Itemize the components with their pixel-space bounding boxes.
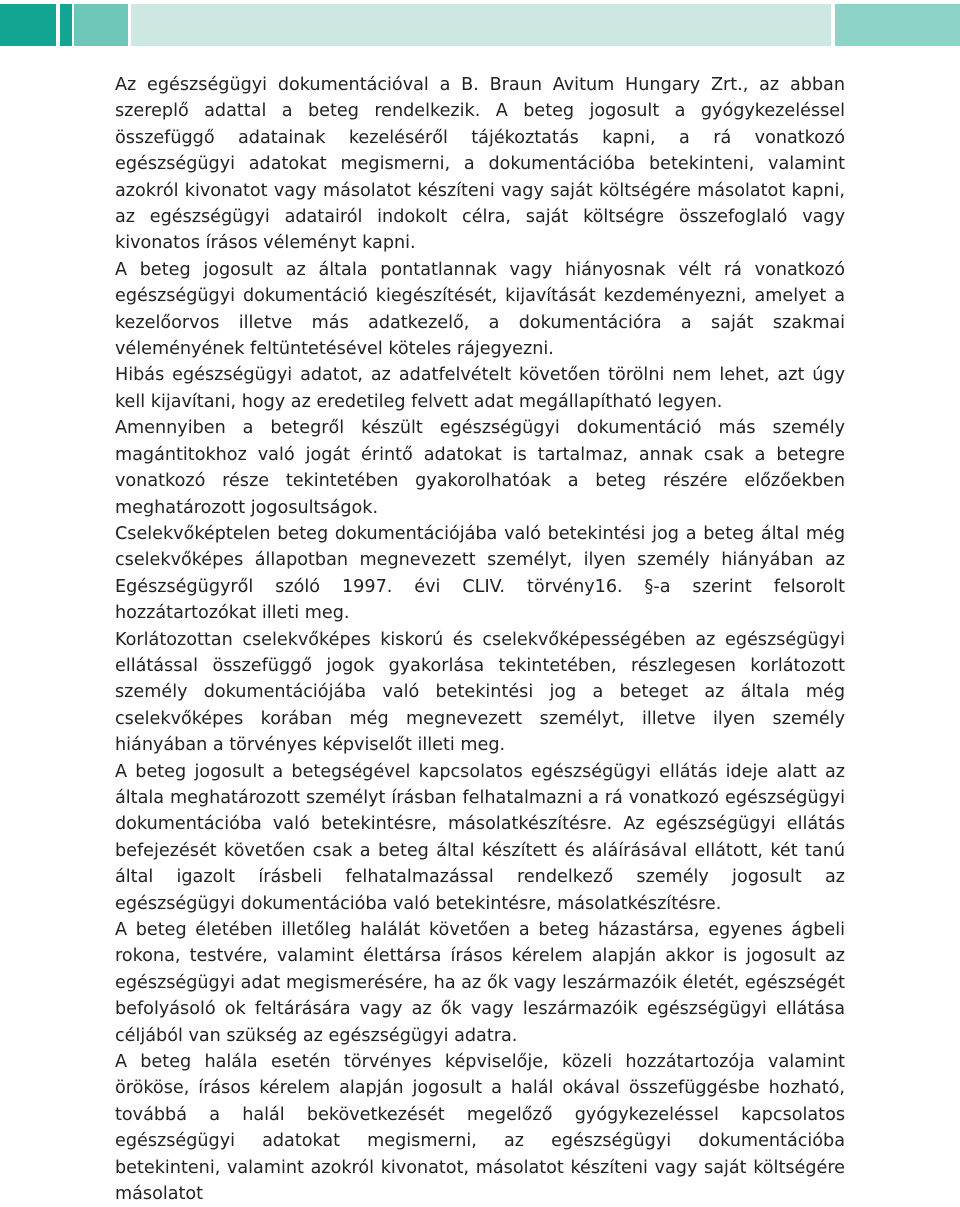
paragraph: Korlátozottan cselekvőképes kiskorú és cselekvőképességében az egészségügyi ellátással összefüggő jogok gyakorlása tekintetében, részlegesen korlátozott személy dokumentációjába való betekintési jog a beteget az általa még cselekvőképes korában még megnevezett személyt, illetve ilyen személy hiányában a törvényes képviselőt illeti meg. <box>115 629 845 756</box>
band-block-medium <box>74 4 128 46</box>
paragraph: A beteg jogosult a betegségével kapcsolatos egészségügyi ellátás ideje alatt az általa meghatározott személyt írásban felhatalmazni a rá vonatkozó egészségügyi dokumentációba való betekintésre, másolatkészítésre. Az egészségügyi ellátás befejezését követően csak a beteg által készített és aláírásával ellátott, két tanú által igazolt írásbeli felhatalmazással rendelkező személy jogosult az egészségügyi dokumentációba való betekintésre, másolatkészítésre. <box>115 761 845 914</box>
paragraph: A beteg életében illetőleg halálát követően a beteg házastársa, egyenes ágbeli rokona, testvére, valamint élettársa írásos kérelem alapján akkor is jogosult az egészségügyi adat megismerésére, ha az ők vagy leszármazóik életét, egészségét befolyásoló ok feltárására vagy az ők vagy leszármazóik egészségügyi ellátása céljából van szükség az egészségügyi adatra. <box>115 920 845 1046</box>
document-body <box>115 72 845 1207</box>
paragraph: Hibás egészségügyi adatot, az adatfelvételt követően törölni nem lehet, azt úgy kell kijavítani, hogy az eredetileg felvett adat megállapítható legyen. <box>115 365 845 412</box>
paragraph: A beteg jogosult az általa pontatlannak vagy hiányosnak vélt rá vonatkozó egészségügyi dokumentáció kiegészítését, kijavítását kezdeményezni, amelyet a kezelőorvos illetve más adatkezelő, a dokumentációra a saját szakmai véleményének feltüntetésével köteles rájegyezni. <box>115 259 845 360</box>
paragraph: Amennyiben a betegről készült egészségügyi dokumentáció más személy magántitokhoz való jogát érintő adatokat is tartalmaz, annak csak a betegre vonatkozó része tekintetében gyakorolhatóak a beteg részére előzőekben meghatározott jogosultságok. <box>115 418 845 518</box>
paragraph: A beteg halála esetén törvényes képviselője, közeli hozzátartozója valamint örököse, írásos kérelem alapján jogosult a halál okával összefüggésbe hozható, továbbá a halál bekövetkezését megelőző gyógykezeléssel kapcsolatos egészségügyi adatokat megismerni, az egészségügyi dokumentációba betekinteni, valamint azokról kivonatot, másolatot készíteni vagy saját költségére másolatot <box>115 1052 845 1205</box>
band-block-light <box>131 4 831 46</box>
band-block-right <box>835 4 960 46</box>
paragraph: Cselekvőképtelen beteg dokumentációjába való betekintési jog a beteg által még cselekvőképes állapotban megnevezett személyt, ilyen személy hiányában az Egészségügyről szóló 1997. évi CLIV. törvény16. §-a szerint felsorolt hozzátartozókat illeti meg. <box>115 523 845 624</box>
band-block-dark <box>0 4 56 46</box>
band-block-dark-narrow <box>60 4 72 46</box>
paragraph: Az egészségügyi dokumentációval a B. Braun Avitum Hungary Zrt., az abban szereplő adattal a beteg rendelkezik. A beteg jogosult a gyógykezeléssel összefüggő adatainak kezeléséről tájékoztatás kapni, a rá vonatkozó egészségügyi adatokat megismerni, a dokumentációba betekinteni, valamint azokról kivonatot vagy másolatot készíteni vagy saját költségére másolatot kapni, az egészségügyi adatairól indokolt célra, saját költségre összefoglaló vagy kivonatos írásos véleményt kapni. <box>115 75 845 254</box>
header-color-band <box>0 4 960 46</box>
